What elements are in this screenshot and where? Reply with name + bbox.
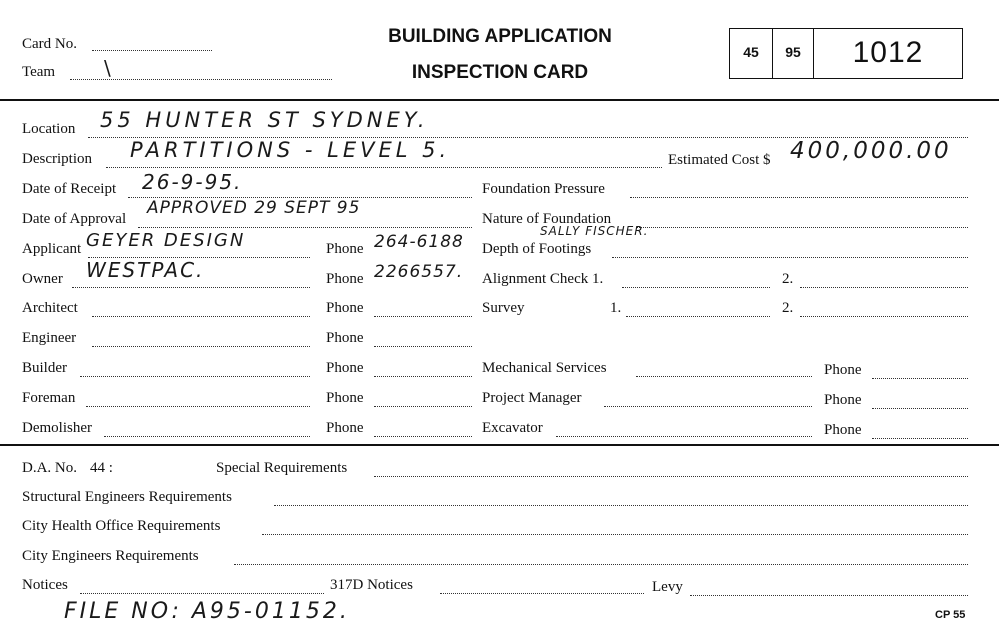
foreman-phone-line xyxy=(374,406,472,407)
notices-line xyxy=(80,593,324,594)
card-no-line xyxy=(92,50,212,51)
notices-317d-label: 317D Notices xyxy=(330,577,413,593)
da-no-label: D.A. No. xyxy=(22,460,77,476)
foreman-phone-label: Phone xyxy=(326,390,364,406)
applicant-value: GEYER DESIGN xyxy=(86,230,246,251)
city-engineers-line xyxy=(234,564,968,565)
project-manager-line xyxy=(604,406,812,407)
depth-footings-label: Depth of Footings xyxy=(482,241,592,257)
box-code-2: 95 xyxy=(785,44,801,60)
team-label: Team xyxy=(22,64,56,80)
owner-line xyxy=(72,287,310,288)
date-approval-value: APPROVED 29 SEPT 95 xyxy=(147,198,361,218)
excavator-line xyxy=(556,436,812,437)
team-value: \ xyxy=(104,56,113,80)
architect-label: Architect xyxy=(22,300,78,316)
section-divider xyxy=(0,444,999,446)
description-label: Description xyxy=(22,151,92,167)
notices-label: Notices xyxy=(22,577,68,593)
builder-phone-line xyxy=(374,376,472,377)
survey-1-line xyxy=(626,316,770,317)
demolisher-phone-line xyxy=(374,436,472,437)
survey-2-label: 2. xyxy=(782,300,794,316)
owner-value: WESTPAC. xyxy=(86,258,205,282)
nature-foundation-label: Nature of Foundation xyxy=(482,211,612,227)
owner-label: Owner xyxy=(22,271,63,287)
mechanical-services-line xyxy=(636,376,812,377)
applicant-phone-value: 264-6188 xyxy=(374,232,464,252)
architect-phone-label: Phone xyxy=(326,300,364,316)
demolisher-line xyxy=(104,436,310,437)
engineer-phone-label: Phone xyxy=(326,330,364,346)
special-requirements-line xyxy=(374,476,968,477)
structural-requirements-line xyxy=(274,505,968,506)
project-manager-phone-label: Phone xyxy=(824,392,862,408)
date-approval-label: Date of Approval xyxy=(22,211,127,227)
file-number: FILE NO: A95-01152. xyxy=(64,599,350,624)
project-manager-phone-line xyxy=(872,408,968,409)
health-office-label: City Health Office Requirements xyxy=(22,518,221,534)
mechanical-services-label: Mechanical Services xyxy=(482,360,607,376)
depth-footings-line xyxy=(612,257,968,258)
owner-phone-value: 2266557. xyxy=(374,262,464,282)
engineer-line xyxy=(92,346,310,347)
owner-phone-label: Phone xyxy=(326,271,364,287)
form-title-line1: BUILDING APPLICATION xyxy=(388,26,612,47)
date-receipt-value: 26-9-95. xyxy=(142,170,243,194)
estimated-cost-label: Estimated Cost $ xyxy=(668,152,771,168)
da-no-value: 44 : xyxy=(90,460,113,476)
survey-2-line xyxy=(800,316,968,317)
location-label: Location xyxy=(22,121,76,137)
foundation-pressure-label: Foundation Pressure xyxy=(482,181,605,197)
engineer-label: Engineer xyxy=(22,330,77,346)
foreman-label: Foreman xyxy=(22,390,76,406)
estimated-cost-value: 400,000.00 xyxy=(790,138,952,164)
location-value: 55 HUNTER ST SYDNEY. xyxy=(100,108,429,132)
contact-note: SALLY FISCHER. xyxy=(540,224,649,238)
mechanical-phone-line xyxy=(872,378,968,379)
excavator-label: Excavator xyxy=(482,420,543,436)
date-receipt-label: Date of Receipt xyxy=(22,181,117,197)
foreman-line xyxy=(86,406,310,407)
survey-1-label: 1. xyxy=(610,300,622,316)
project-manager-label: Project Manager xyxy=(482,390,582,406)
builder-phone-label: Phone xyxy=(326,360,364,376)
city-engineers-label: City Engineers Requirements xyxy=(22,548,199,564)
levy-line xyxy=(690,595,968,596)
health-office-line xyxy=(262,534,968,535)
box-code-1: 45 xyxy=(743,44,759,60)
nature-foundation-line xyxy=(636,227,968,228)
demolisher-phone-label: Phone xyxy=(326,420,364,436)
box-divider-2 xyxy=(813,28,814,79)
alignment-2-label: 2. xyxy=(782,271,794,287)
special-requirements-label: Special Requirements xyxy=(216,460,348,476)
levy-label: Levy xyxy=(652,579,683,595)
date-approval-line xyxy=(138,227,472,228)
form-title-line2: INSPECTION CARD xyxy=(411,62,589,83)
demolisher-label: Demolisher xyxy=(22,420,92,436)
form-code: CP 55 xyxy=(935,609,966,621)
excavator-phone-line xyxy=(872,438,968,439)
alignment-check-label: Alignment Check 1. xyxy=(482,271,604,287)
excavator-phone-label: Phone xyxy=(824,422,862,438)
survey-label: Survey xyxy=(482,300,525,316)
notices-317d-line xyxy=(440,593,644,594)
mechanical-phone-label: Phone xyxy=(824,362,862,378)
architect-line xyxy=(92,316,310,317)
description-value: PARTITIONS - LEVEL 5. xyxy=(130,138,451,162)
engineer-phone-line xyxy=(374,346,472,347)
applicant-label: Applicant xyxy=(22,241,82,257)
builder-line xyxy=(80,376,310,377)
alignment-1-line xyxy=(622,287,770,288)
card-no-label: Card No. xyxy=(22,36,77,52)
description-line xyxy=(106,167,662,168)
header-divider xyxy=(0,99,999,101)
builder-label: Builder xyxy=(22,360,67,376)
foundation-pressure-line xyxy=(630,197,968,198)
alignment-2-line xyxy=(800,287,968,288)
architect-phone-line xyxy=(374,316,472,317)
applicant-phone-label: Phone xyxy=(326,241,364,257)
structural-requirements-label: Structural Engineers Requirements xyxy=(22,489,232,505)
card-number: 1012 xyxy=(852,36,924,69)
